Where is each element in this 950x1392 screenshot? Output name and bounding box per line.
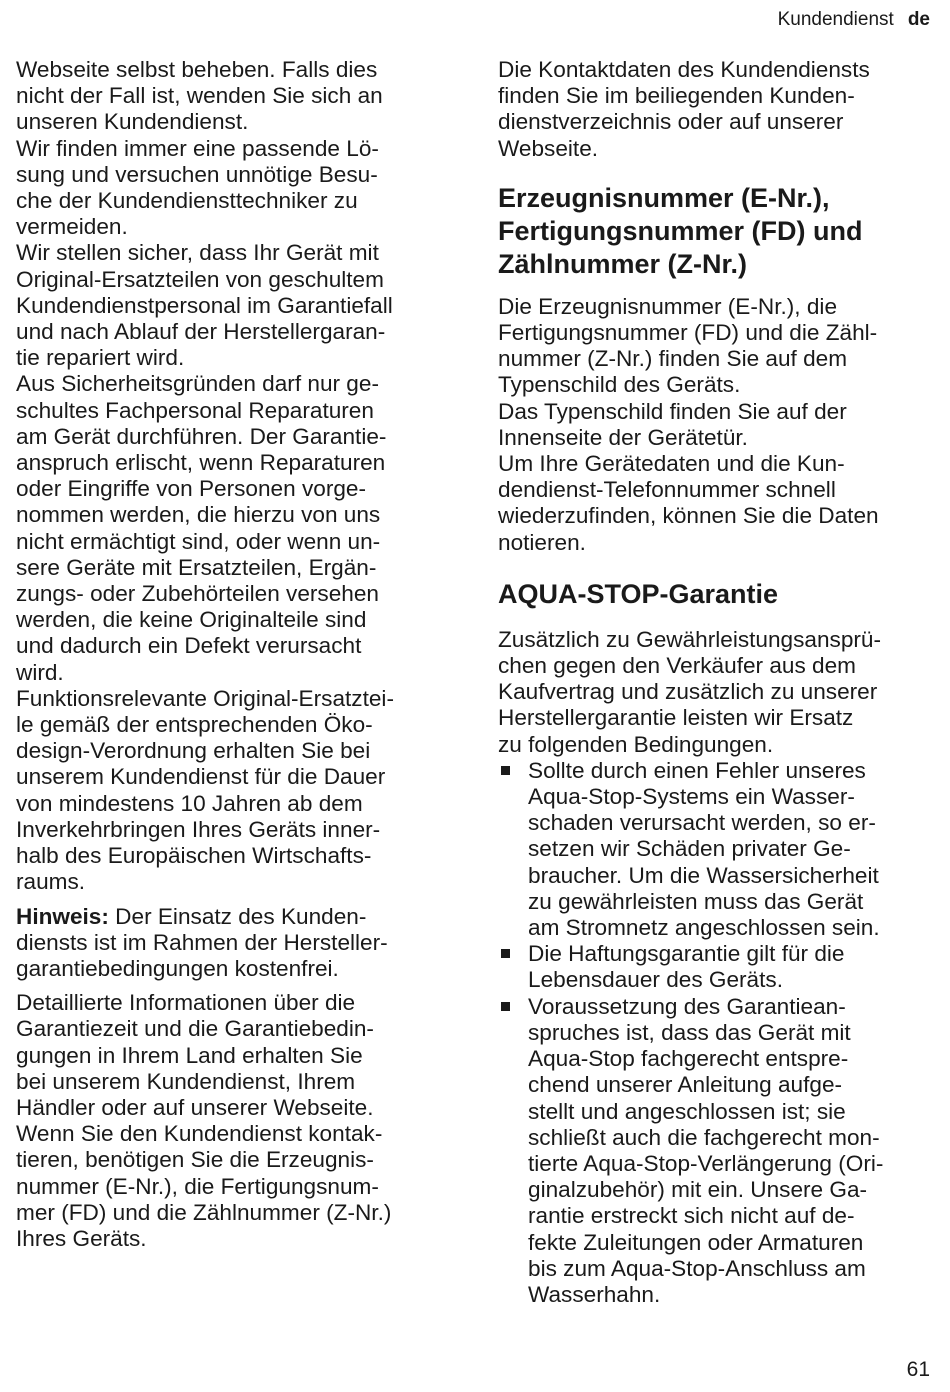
text-line: bei unserem Kundendienst, Ihrem xyxy=(16,1068,356,1094)
list-item xyxy=(498,941,930,993)
page-header xyxy=(778,7,930,33)
text-line: Ihres Geräts. xyxy=(16,1225,147,1251)
aqua-stop-conditions-list xyxy=(498,758,930,1308)
text-line: Wir finden immer eine passende Lö- xyxy=(16,135,379,161)
heading-line: Fertigungsnummer (FD) und xyxy=(498,215,863,246)
text-line: diensts ist im Rahmen der Hersteller- xyxy=(16,929,388,955)
text-line: wiederzufinden, können Sie die Daten xyxy=(498,503,879,529)
text-line: rantie erstreckt sich nicht auf de- xyxy=(528,1203,855,1229)
header-section-title: Kundendienst xyxy=(777,9,894,30)
square-bullet-icon xyxy=(501,766,510,775)
text-line: stellt und angeschlossen ist; sie xyxy=(528,1098,846,1124)
heading-line: Erzeugnisnummer (E-Nr.), xyxy=(498,182,830,213)
text-line: design-Verordnung erhalten Sie bei xyxy=(16,738,371,764)
text-line: Herstellergarantie leisten wir Ersatz xyxy=(498,705,854,731)
right-paragraph-aqua-intro xyxy=(498,627,930,758)
text-line: und dadurch ein Defekt verursacht xyxy=(16,633,362,659)
heading-aqua-stop: AQUA-STOP-Garantie xyxy=(498,578,779,609)
text-line: finden Sie im beiliegenden Kunden- xyxy=(498,83,855,109)
text-line: chen gegen den Verkäufer aus dem xyxy=(498,653,856,679)
text-line: Detaillierte Informationen über die xyxy=(16,990,356,1016)
heading-line: Zählnummer (Z-Nr.) xyxy=(498,248,748,279)
text-line: Aus Sicherheitsgründen darf nur ge- xyxy=(16,371,379,397)
text-line: Kaufvertrag und zusätzlich zu unserer xyxy=(498,679,878,705)
text-line: raums. xyxy=(16,869,86,895)
text-line: mer (FD) und die Zählnummer (Z-Nr.) xyxy=(16,1199,392,1225)
text-line: Voraussetzung des Garantiean- xyxy=(528,993,846,1019)
text-line: garantiebedingungen kostenfrei. xyxy=(16,955,339,981)
text-line: le gemäß der entsprechenden Öko- xyxy=(16,712,373,738)
left-column xyxy=(16,57,448,1252)
text-line: am Gerät durchführen. Der Garantie- xyxy=(16,423,387,449)
list-item xyxy=(498,994,930,1308)
text-line: anspruch erlischt, wenn Reparaturen xyxy=(16,450,386,476)
text-line: Typenschild des Geräts. xyxy=(498,372,741,398)
text-line: dienstverzeichnis oder auf unserer xyxy=(498,109,844,135)
text-line: vermeiden. xyxy=(16,214,128,240)
text-line: notieren. xyxy=(498,529,586,555)
left-paragraph-warranty-details xyxy=(16,990,448,1252)
text-line: schultes Fachpersonal Reparaturen xyxy=(16,397,374,423)
text-line: setzen wir Schäden privater Ge- xyxy=(528,836,851,862)
text-line: schaden verursacht werden, so er- xyxy=(528,810,876,836)
text-line: werden, die keine Originalteile sind xyxy=(16,607,367,633)
heading-product-numbers xyxy=(498,182,930,281)
text-line: bis zum Aqua-Stop-Anschluss am xyxy=(528,1255,866,1281)
text-line: Webseite. xyxy=(498,135,599,161)
text-line: Aqua-Stop-Systems ein Wasser- xyxy=(528,784,855,810)
text-line: Webseite selbst beheben. Falls dies xyxy=(16,57,378,82)
text-line: chend unserer Anleitung aufge- xyxy=(528,1072,843,1098)
text-line: Lebensdauer des Geräts. xyxy=(528,967,783,993)
text-line: unserem Kundendienst für die Dauer xyxy=(16,764,386,790)
text-line: spruches ist, dass das Gerät mit xyxy=(528,1019,851,1045)
text-line: und nach Ablauf der Herstellergaran- xyxy=(16,319,386,345)
text-line: nicht ermächtigt sind, oder wenn un- xyxy=(16,528,381,554)
text-line: schließt auch die fachgerecht mon- xyxy=(528,1124,880,1150)
text-line: Die Erzeugnisnummer (E-Nr.), die xyxy=(498,293,838,319)
text-line: oder Eingriffe von Personen vorge- xyxy=(16,476,366,502)
text-line: Die Kontaktdaten des Kundendiensts xyxy=(498,57,870,82)
text-line: zungs- oder Zubehörteilen versehen xyxy=(16,581,379,607)
note-paragraph xyxy=(16,904,448,983)
text-line: sere Geräte mit Ersatzteilen, Ergän- xyxy=(16,554,377,580)
square-bullet-icon xyxy=(501,1002,510,1011)
text-line: ginalzubehör) mit ein. Unsere Ga- xyxy=(528,1177,868,1203)
text-line: fekte Zuleitungen oder Armaturen xyxy=(528,1229,864,1255)
text-line: nicht der Fall ist, wenden Sie sich an xyxy=(16,83,383,109)
text-line: Wasserhahn. xyxy=(528,1281,661,1307)
text-line: Wenn Sie den Kundendienst kontak- xyxy=(16,1121,383,1147)
list-item xyxy=(498,758,930,941)
text-line: am Stromnetz angeschlossen sein. xyxy=(528,915,880,941)
text-line: Garantiezeit und die Garantiebedin- xyxy=(16,1016,374,1042)
text-line xyxy=(16,904,448,930)
text-line: unseren Kundendienst. xyxy=(16,109,249,135)
text-line: halb des Europäischen Wirtschafts- xyxy=(16,843,372,869)
text-line: Aqua-Stop fachgerecht entspre- xyxy=(528,1046,849,1072)
text-line: Original-Ersatzteilen von geschultem xyxy=(16,266,384,292)
text-line: Inverkehrbringen Ihres Geräts inner- xyxy=(16,816,381,842)
text-line: Die Haftungsgarantie gilt für die xyxy=(528,941,845,967)
text-line: che der Kundendiensttechniker zu xyxy=(16,188,358,214)
text-line: Händler oder auf unserer Webseite. xyxy=(16,1094,374,1120)
page-number: 61 xyxy=(906,1358,930,1381)
text-line: Um Ihre Gerätedaten und die Kun- xyxy=(498,451,845,477)
note-text: Der Einsatz des Kunden- xyxy=(108,903,367,929)
text-line: nummer (E-Nr.), die Fertigungsnum- xyxy=(16,1173,379,1199)
text-line: braucher. Um die Wassersicherheit xyxy=(528,862,879,888)
text-line: Zusätzlich zu Gewährleistungsansprü- xyxy=(498,626,882,652)
note-label: Hinweis: xyxy=(16,903,109,929)
text-line: Sollte durch einen Fehler unseres xyxy=(528,757,866,783)
right-column xyxy=(498,57,930,1308)
text-line: sung und versuchen unnötige Besu- xyxy=(16,161,378,187)
text-line: zu folgenden Bedingungen. xyxy=(498,731,774,757)
text-line: tieren, benötigen Sie die Erzeugnis- xyxy=(16,1147,374,1173)
text-line: nummer (Z-Nr.) finden Sie auf dem xyxy=(498,346,848,372)
text-line: nommen werden, die hierzu von uns xyxy=(16,502,381,528)
text-line: Fertigungsnummer (FD) und die Zähl- xyxy=(498,320,878,346)
text-line: von mindestens 10 Jahren ab dem xyxy=(16,790,363,816)
left-paragraph-service xyxy=(16,57,448,896)
text-line: tierte Aqua-Stop-Verlängerung (Ori- xyxy=(528,1150,884,1176)
right-paragraph-contact xyxy=(498,57,930,162)
text-line: wird. xyxy=(16,659,64,685)
text-line: Innenseite der Gerätetür. xyxy=(498,424,748,450)
text-line: zu gewährleisten muss das Gerät xyxy=(528,888,864,914)
text-line: Das Typenschild finden Sie auf der xyxy=(498,398,847,424)
text-line: Funktionsrelevante Original-Ersatztei- xyxy=(16,685,394,711)
text-line: gungen in Ihrem Land erhalten Sie xyxy=(16,1042,363,1068)
text-line: tie repariert wird. xyxy=(16,345,185,371)
right-paragraph-rating-plate xyxy=(498,294,930,556)
text-line: dendienst-Telefonnummer schnell xyxy=(498,477,836,503)
text-line: Kundendienstpersonal im Garantiefall xyxy=(16,292,393,318)
header-language-code: de xyxy=(907,9,930,30)
text-line: Wir stellen sicher, dass Ihr Gerät mit xyxy=(16,240,379,266)
square-bullet-icon xyxy=(501,949,510,958)
